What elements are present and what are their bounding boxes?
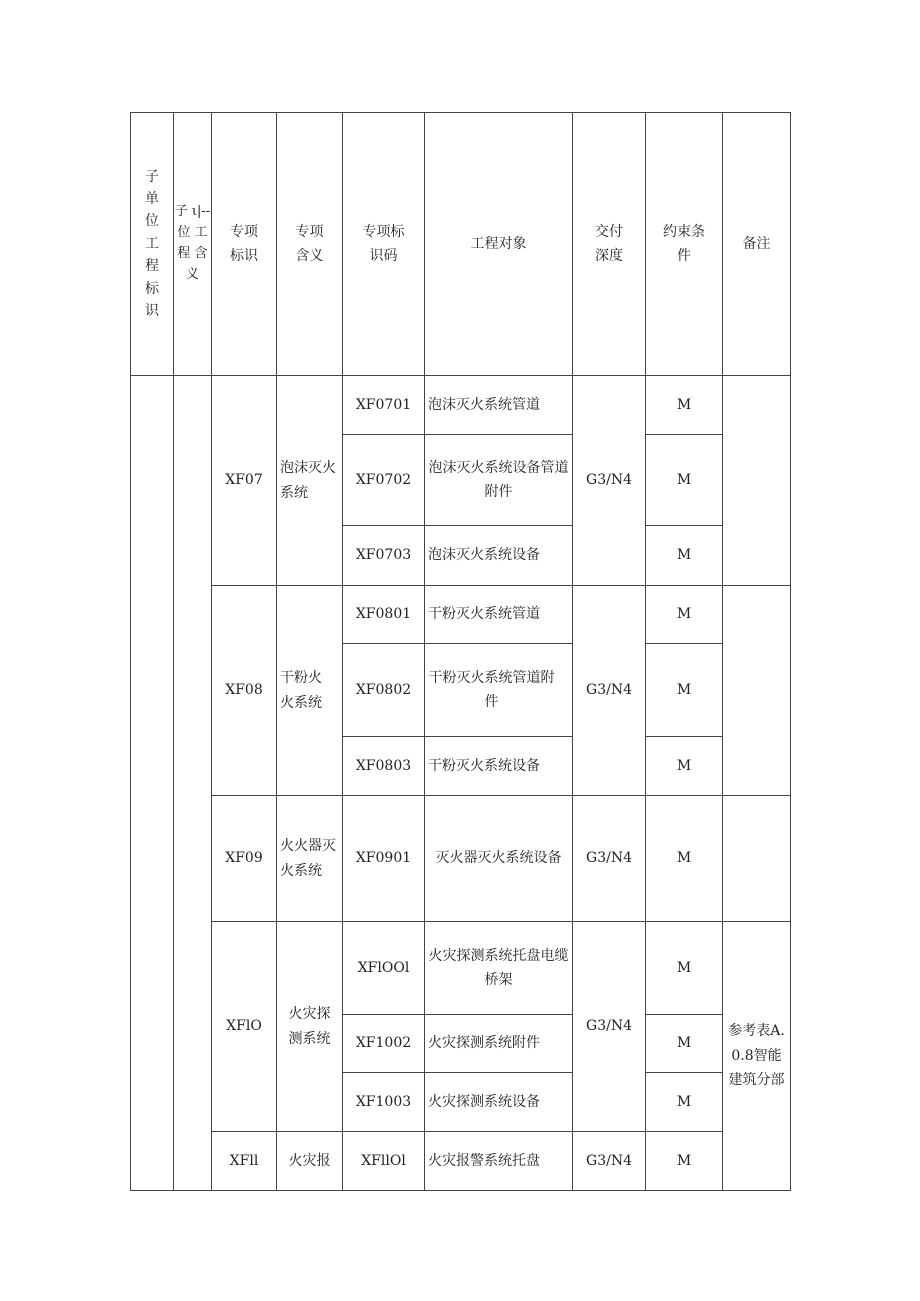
header-special-id: 专项标识	[212, 113, 277, 376]
header-constraint: 约束条件	[646, 113, 723, 376]
header-special-meaning: 专项含义	[277, 113, 343, 376]
header-special-code: 专项标识码	[343, 113, 425, 376]
constraint: M	[646, 922, 723, 1015]
constraint: M	[646, 796, 723, 922]
engineering-object: 灭火器灭火系统设备	[425, 796, 573, 922]
special-code: XFllOl	[343, 1132, 425, 1191]
special-code: XF0703	[343, 526, 425, 586]
header-sub-unit-id: 子 单 位 工 程 标 识	[131, 113, 174, 376]
special-id: XF07	[212, 376, 277, 586]
constraint: M	[646, 435, 723, 526]
special-code: XF0702	[343, 435, 425, 526]
engineering-object-table	[130, 112, 791, 1191]
engineering-object: 泡沫灭火系统管道	[425, 376, 573, 435]
engineering-object: 泡沫灭火系统设备管道附件	[425, 435, 573, 526]
sub-unit-meaning-cell	[174, 376, 212, 1191]
special-meaning: 火灾报	[277, 1132, 343, 1191]
header-delivery-depth: 交付深度	[573, 113, 646, 376]
constraint: M	[646, 1132, 723, 1191]
constraint: M	[646, 1015, 723, 1073]
special-meaning: 火火器灭火系统	[277, 796, 343, 922]
constraint: M	[646, 526, 723, 586]
engineering-object: 火灾探测系统设备	[425, 1073, 573, 1132]
engineering-object: 干粉灭火系统管道	[425, 586, 573, 644]
special-id: XFll	[212, 1132, 277, 1191]
constraint: M	[646, 586, 723, 644]
constraint: M	[646, 376, 723, 435]
delivery-depth: G3/N4	[573, 796, 646, 922]
engineering-object: 火灾报警系统托盘	[425, 1132, 573, 1191]
table-row	[131, 586, 791, 644]
special-code: XF0803	[343, 737, 425, 796]
delivery-depth: G3/N4	[573, 922, 646, 1132]
special-code: XF0801	[343, 586, 425, 644]
special-code: XFlOOl	[343, 922, 425, 1015]
sub-unit-id-cell	[131, 376, 174, 1191]
table-row	[131, 376, 791, 435]
special-code: XF0802	[343, 644, 425, 737]
header-sub-unit-meaning: 子 ι|-- 位 工 程 含 义	[174, 113, 212, 376]
special-meaning: 火灾探测系统	[277, 922, 343, 1132]
header-engineering-object: 工程对象	[425, 113, 573, 376]
engineering-object: 火灾探测系统托盘电缆桥架	[425, 922, 573, 1015]
special-id: XFlO	[212, 922, 277, 1132]
delivery-depth: G3/N4	[573, 586, 646, 796]
table-row	[131, 1132, 791, 1191]
special-code: XF1003	[343, 1073, 425, 1132]
remark-cell	[723, 586, 791, 796]
header-row	[131, 113, 791, 376]
delivery-depth: G3/N4	[573, 376, 646, 586]
table-row	[131, 796, 791, 922]
engineering-object: 火灾探测系统附件	[425, 1015, 573, 1073]
constraint: M	[646, 1073, 723, 1132]
engineering-object: 干粉灭火系统设备	[425, 737, 573, 796]
remark-reference: 参考表A.0.8智能建筑分部	[723, 922, 791, 1191]
delivery-depth: G3/N4	[573, 1132, 646, 1191]
special-code: XF0901	[343, 796, 425, 922]
remark-cell	[723, 376, 791, 586]
engineering-object: 干粉灭火系统管道附件	[425, 644, 573, 737]
special-code: XF0701	[343, 376, 425, 435]
constraint: M	[646, 644, 723, 737]
special-id: XF08	[212, 586, 277, 796]
table-row	[131, 922, 791, 1015]
header-remark: 备注	[723, 113, 791, 376]
special-meaning: 泡沫灭火系统	[277, 376, 343, 586]
engineering-object: 泡沫灭火系统设备	[425, 526, 573, 586]
special-id: XF09	[212, 796, 277, 922]
constraint: M	[646, 737, 723, 796]
special-code: XF1002	[343, 1015, 425, 1073]
remark-cell	[723, 796, 791, 922]
special-meaning: 干粉火火系统	[277, 586, 343, 796]
